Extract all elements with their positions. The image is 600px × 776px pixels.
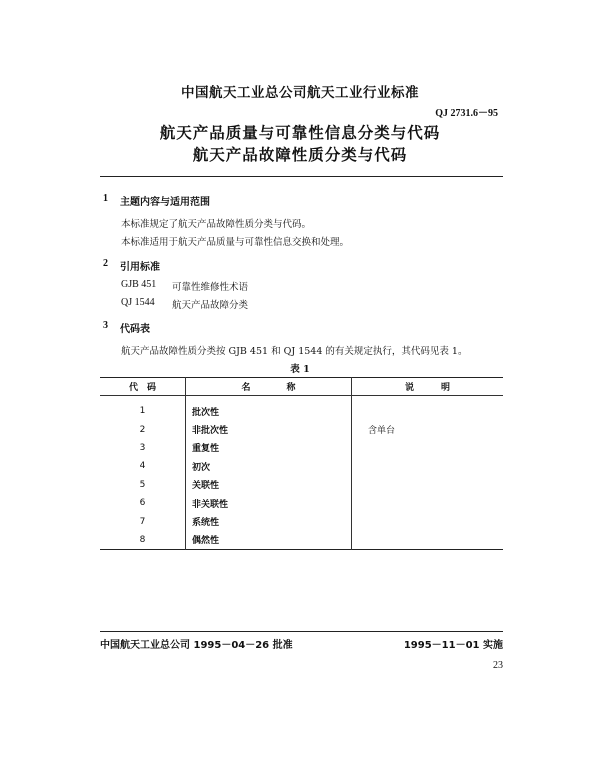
- table-row: [100, 494, 503, 512]
- reference-code-2: QJ 1544: [121, 297, 155, 308]
- table-row: [100, 531, 503, 550]
- document-title-line2: 航天产品故障性质分类与代码: [192, 146, 408, 164]
- reference-name-1: 可靠性维修性术语: [172, 282, 249, 293]
- cell-name: 非关联性: [186, 494, 352, 512]
- approval-date: 中国航天工业总公司 1995－04－26 批准: [100, 640, 293, 651]
- cell-code: 6: [100, 494, 186, 512]
- reference-code-1: GJB 451: [121, 279, 157, 290]
- reference-name-2: 航天产品故障分类: [172, 300, 249, 311]
- footer-divider: [100, 631, 503, 632]
- cell-note: [352, 476, 504, 494]
- cell-name: 批次性: [186, 396, 352, 421]
- title-divider: [100, 176, 503, 177]
- cell-name: 关联性: [186, 476, 352, 494]
- section-1-paragraph-2: 本标准适用于航天产品质量与可靠性信息交换和处理。: [121, 237, 350, 248]
- section-3-paragraph: 航天产品故障性质分类按 GJB 451 和 QJ 1544 的有关规定执行，其代码见表 1。: [121, 346, 468, 357]
- header-code: 代 码: [100, 378, 186, 396]
- section-3-number: 3: [103, 320, 108, 331]
- table-row: [100, 439, 503, 457]
- cell-name: 初次: [186, 457, 352, 475]
- cell-note: [352, 531, 504, 550]
- section-3-title: 代码表: [120, 324, 150, 335]
- table-caption: 表 1: [290, 364, 310, 375]
- header-name: 名 称: [186, 378, 352, 396]
- section-1-number: 1: [103, 193, 108, 204]
- cell-note: 含单台: [368, 426, 396, 437]
- cell-name: 重复性: [186, 439, 352, 457]
- table-row: [100, 476, 503, 494]
- issuing-organization: 中国航天工业总公司航天工业行业标准: [181, 85, 419, 101]
- cell-code: 8: [100, 531, 186, 550]
- cell-note: [352, 457, 504, 475]
- cell-code: 1: [100, 396, 186, 421]
- document-title-line1: 航天产品质量与可靠性信息分类与代码: [159, 124, 441, 142]
- header-note: 说 明: [352, 378, 504, 396]
- cell-code: 3: [100, 439, 186, 457]
- cell-code: 2: [100, 420, 186, 438]
- section-1-paragraph-1: 本标准规定了航天产品故障性质分类与代码。: [121, 219, 312, 230]
- cell-name: 系统性: [186, 512, 352, 530]
- cell-note: [352, 512, 504, 530]
- table-header-row: [100, 378, 503, 396]
- cell-note: [352, 494, 504, 512]
- cell-name: 偶然性: [186, 531, 352, 550]
- section-2-number: 2: [103, 258, 108, 269]
- code-table: [100, 377, 503, 550]
- standard-number: QJ 2731.6－95: [435, 108, 498, 119]
- cell-note: [352, 439, 504, 457]
- table-row: [100, 420, 503, 438]
- cell-note: [352, 396, 504, 421]
- page-number: 23: [493, 660, 503, 671]
- cell-code: 5: [100, 476, 186, 494]
- section-1-title: 主题内容与适用范围: [120, 197, 210, 208]
- cell-code: 7: [100, 512, 186, 530]
- implementation-date: 1995－11－01 实施: [403, 640, 503, 651]
- cell-code: 4: [100, 457, 186, 475]
- table-row: [100, 457, 503, 475]
- table-row: [100, 396, 503, 421]
- section-2-title: 引用标准: [120, 262, 160, 273]
- table-row: [100, 512, 503, 530]
- cell-name: 非批次性: [186, 420, 352, 438]
